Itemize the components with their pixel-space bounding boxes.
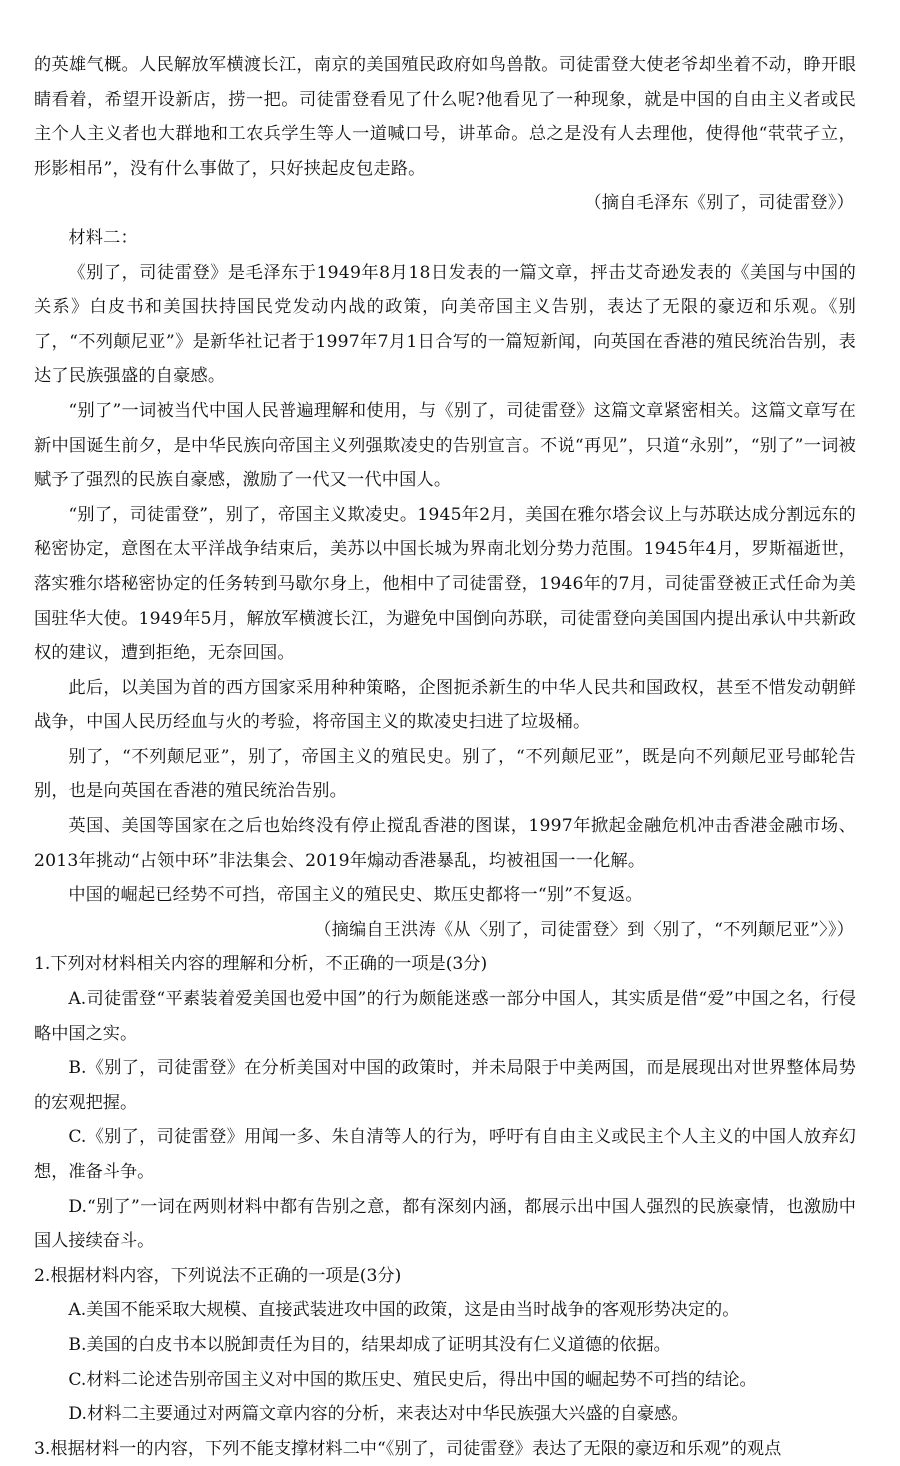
material-two-paragraph: 别了，“不列颠尼亚”，别了，帝国主义的殖民史。别了，“不列颠尼亚”，既是向不列颠尼亚号邮轮告别，也是向英国在香港的殖民统治告别。: [34, 746, 856, 802]
question-1-stem: 1.下列对材料相关内容的理解和分析，不正确的一项是(3分): [34, 954, 488, 975]
material-two-paragraph: 此后，以美国为首的西方国家采用种种策略，企图扼杀新生的中华人民共和国政权，甚至不惜发动朝鲜战争，中国人民历经血与火的考验，将帝国主义的欺凌史扫进了垃圾桶。: [34, 677, 856, 733]
question-2-option-a: A.美国不能采取大规模、直接武装进攻中国的政策，这是由当时战争的客观形势决定的。: [68, 1300, 740, 1321]
question-1-option-a: A.司徒雷登“平素装着爱美国也爱中国”的行为颇能迷惑一部分中国人，其实质是借“爱”中国之名，行侵略中国之实。: [34, 989, 856, 1044]
question-2-stem: 2.根据材料内容，下列说法不正确的一项是(3分): [34, 1265, 402, 1286]
question-1-option-b: B.《别了，司徒雷登》在分析美国对中国的政策时，并未局限于中美两国，而是展现出对世界整体局势的宏观把握。: [34, 1058, 856, 1113]
question-2-option-c: C.材料二论述告别帝国主义对中国的欺压史、殖民史后，得出中国的崛起势不可挡的结论。: [68, 1369, 757, 1390]
question-1-option-c: C.《别了，司徒雷登》用闻一多、朱自清等人的行为，呼吁有自由主义或民主个人主义的中国人放弃幻想，准备斗争。: [34, 1127, 856, 1182]
question-1-option-d: D.“别了”一词在两则材料中都有告别之意，都有深刻内涵，都展示出中国人强烈的民族豪情，也激励中国人接续奋斗。: [34, 1196, 856, 1252]
question-2-option-b: B.美国的白皮书本以脱卸责任为目的，结果却成了证明其没有仁义道德的依据。: [68, 1334, 671, 1355]
material-one-source: （摘自毛泽东《别了，司徒雷登》）: [584, 193, 854, 214]
material-two-paragraph: “别了”一词被当代中国人民普遍理解和使用，与《别了，司徒雷登》这篇文章紧密相关。这篇文章写在新中国诞生前夕，是中华民族向帝国主义列强欺凌史的告别宣言。不说“再见”，只道“永别”，“别了”一词被赋予了强烈的民族自豪感，激励了一代又一代中国人。: [34, 400, 856, 491]
question-3-stem: 3.根据材料一的内容，下列不能支撑材料二中“《别了，司徒雷登》表达了无限的豪迈和乐观”的观点: [34, 1438, 782, 1459]
material-two-paragraph: 英国、美国等国家在之后也始终没有停止搅乱香港的图谋，1997年掀起金融危机冲击香港金融市场、2013年挑动“占领中环”非法集会、2019年煽动香港暴乱，均被祖国一一化解。: [34, 816, 856, 871]
material-two-source: （摘编自王洪涛《从〈别了，司徒雷登〉到〈别了，“不列颠尼亚”〉》）: [314, 919, 854, 940]
material-two-paragraph: “别了，司徒雷登”，别了，帝国主义欺凌史。1945年2月，美国在雅尔塔会议上与苏联达成分割远东的秘密协定，意图在太平洋战争结束后，美苏以中国长城为界南北划分势力范围。1945年4月，罗斯福逝世，落实雅尔塔秘密协定的任务转到马歇尔身上，他相中了司徒雷登，1946年的7月，司徒雷登被正式任命为美国驻华大使。1949年5月，解放军横渡长江，为避免中国倒向苏联，司徒雷登向美国国内提出承认中共新政权的建议，遭到拒绝，无奈回国。: [34, 504, 856, 664]
material-one-closing-paragraph: 的英雄气概。人民解放军横渡长江，南京的美国殖民政府如鸟兽散。司徒雷登大使老爷却坐着不动，睁开眼睛看着，希望开设新店，捞一把。司徒雷登看见了什么呢?他看见了一种现象，就是中国的自由主义者或民主个人主义者也大群地和工农兵学生等人一道喊口号，讲革命。总之是没有人去理他，使得他“茕茕孑立，形影相吊”，没有什么事做了，只好挟起皮包走路。: [34, 55, 856, 179]
material-two-paragraph: 《别了，司徒雷登》是毛泽东于1949年8月18日发表的一篇文章，抨击艾奇逊发表的《美国与中国的关系》白皮书和美国扶持国民党发动内战的政策，向美帝国主义告别，表达了无限的豪迈和乐观。《别了，“不列颠尼亚”》是新华社记者于1997年7月1日合写的一篇短新闻，向英国在香港的殖民统治告别，表达了民族强盛的自豪感。: [34, 262, 856, 387]
question-2-option-d: D.材料二主要通过对两篇文章内容的分析，来表达对中华民族强大兴盛的自豪感。: [68, 1404, 689, 1425]
material-two-heading: 材料二：: [68, 227, 138, 248]
material-two-paragraph: 中国的崛起已经势不可挡，帝国主义的殖民史、欺压史都将一“别”不复返。: [68, 885, 643, 906]
